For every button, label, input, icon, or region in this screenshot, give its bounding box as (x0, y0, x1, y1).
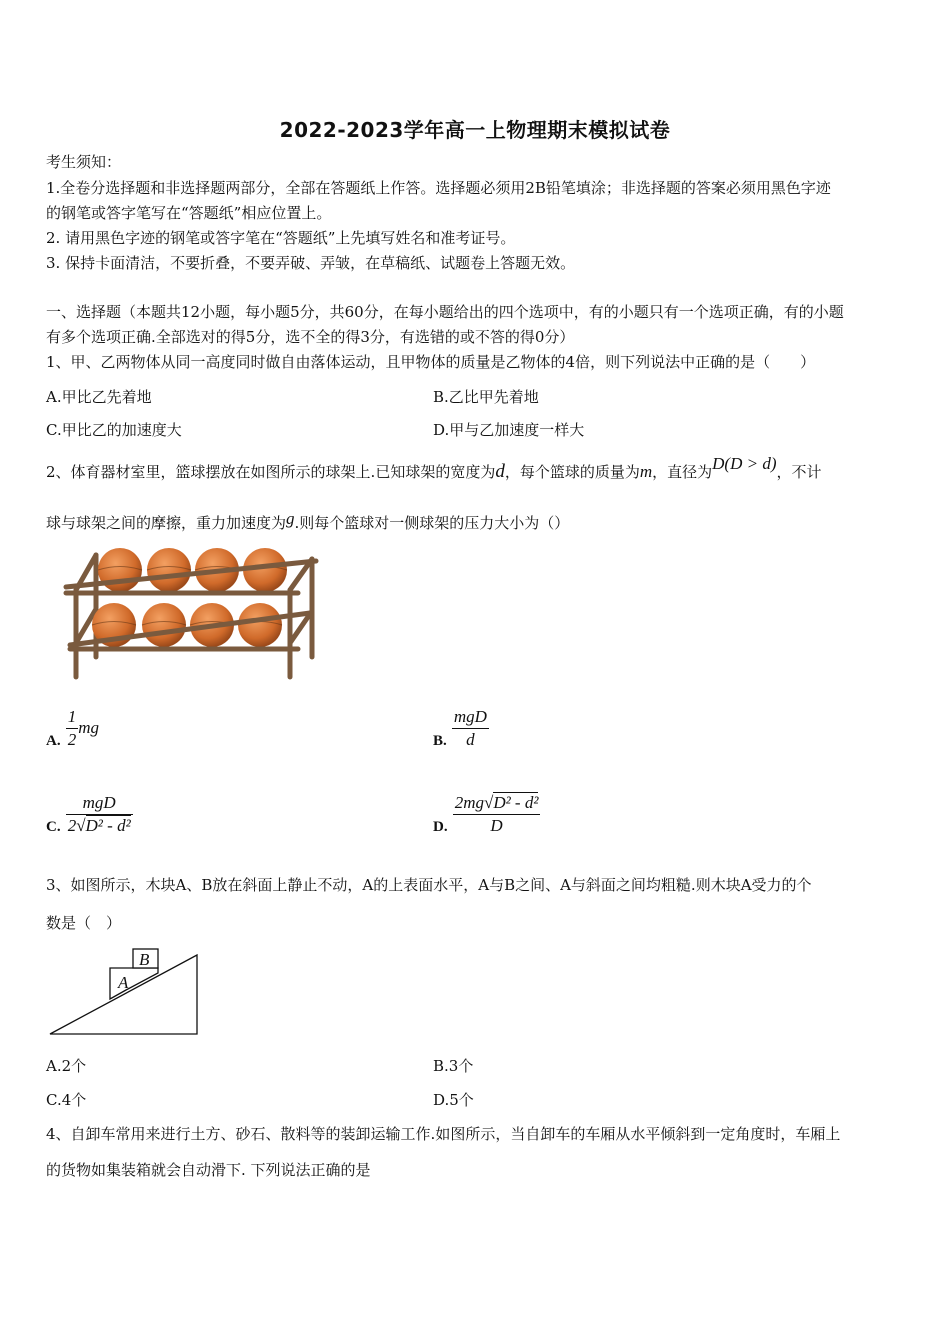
q4-stem-line-1: 4、自卸车常用来进行土方、砂石、散料等的装卸运输工作.如图所示，当自卸车的车厢从水平倾斜到一定角度时，车厢上 (46, 1125, 841, 1143)
notice-line-3: 2. 请用黑色字迹的钢笔或答字笔在“答题纸”上先填写姓名和准考证号。 (46, 229, 516, 247)
notice-line-4: 3. 保持卡面清洁，不要折叠，不要弄破、弄皱，在草稿纸、试题卷上答题无效。 (46, 254, 576, 272)
section-intro-1: 一、选择题（本题共12小题，每小题5分，共60分，在每小题给出的四个选项中，有的小题只有一个选项正确，有的小题 (46, 303, 844, 321)
q2-option-a[interactable]: A. $\frac{1}{2}$ mg (46, 707, 99, 749)
q2-option-b[interactable]: B. $\frac{\text{mgD}}{d}$ (433, 707, 487, 749)
notice-heading: 考生须知： (46, 153, 122, 171)
fraction-one-half: $\frac{1}{2}$ (67, 707, 77, 749)
q3-stem-line-1: 3、如图所示，木块A、B放在斜面上静止不动，A的上表面水平，A与B之间、A与斜面之间均粗糙.则木块A受力的个 (46, 876, 812, 894)
notice-line-1: 1.全卷分选择题和非选择题两部分，全部在答题纸上作答。选择题必须用2B铅笔填涂；非选择题的答案必须用黑色字迹 (46, 179, 831, 197)
label-b: B (139, 950, 150, 969)
q3-option-b[interactable]: B.3个 (433, 1057, 474, 1075)
q1-option-a[interactable]: A.甲比乙先着地 (46, 388, 152, 406)
q3-stem-line-2: 数是（ ） (46, 914, 122, 932)
upper-shelf-balls (98, 548, 287, 592)
q2-stem-line-2: 球与球架之间的摩擦，重力加速度为g.则每个篮球对一侧球架的压力大小为（） (46, 509, 570, 532)
q1-stem: 1、甲、乙两物体从同一高度同时做自由落体运动，且甲物体的质量是乙物体的4倍，则下列说法中正确的是（ ） (46, 353, 816, 371)
label-a: A (118, 973, 129, 992)
q2-option-c[interactable]: C. $\frac{\text{mgD}}{\text{2√D² - d²}}$ (46, 793, 131, 835)
q4-stem-line-2: 的货物如集装箱就会自动滑下. 下列说法正确的是 (46, 1161, 371, 1179)
q3-option-a[interactable]: A.2个 (46, 1057, 87, 1075)
var-D-condition: D(D > d) (712, 454, 777, 473)
var-m: m (639, 462, 653, 481)
notice-line-2: 的钢笔或答字笔写在“答题纸”相应位置上。 (46, 204, 332, 222)
basketball-rack-figure (62, 545, 320, 681)
var-g: g (286, 509, 295, 528)
q1-option-c[interactable]: C.甲比乙的加速度大 (46, 421, 182, 439)
fraction-option-c: $\frac{\text{mgD}}{\text{2√D² - d²}}$ (67, 793, 131, 835)
fraction-option-d: $\frac{\text{2mg√D² - d²}}{D}$ (454, 793, 539, 835)
q2-stem-line-1: 2、体育器材室里，篮球摆放在如图所示的球架上.已知球架的宽度为d，每个篮球的质量为m，直径为D(D > d)，不计 (46, 454, 822, 482)
fraction-mgD-over-d: $\frac{\text{mgD}}{d}$ (453, 707, 487, 749)
q3-option-c[interactable]: C.4个 (46, 1091, 87, 1109)
var-d: d (495, 461, 505, 482)
incline (50, 955, 197, 1034)
incline-blocks-figure (46, 945, 202, 1037)
q3-option-d[interactable]: D.5个 (433, 1091, 474, 1109)
section-intro-2: 有多个选项正确.全部选对的得5分，选不全的得3分，有选错的或不答的得0分） (46, 328, 575, 346)
q2-option-d[interactable]: D. $\frac{\text{2mg√D² - d²}}{D}$ (433, 793, 539, 835)
q1-option-b[interactable]: B.乙比甲先着地 (433, 388, 539, 406)
q1-option-d[interactable]: D.甲与乙加速度一样大 (433, 421, 585, 439)
page-title: 2022-2023学年高一上物理期末模拟试卷 (279, 118, 671, 142)
